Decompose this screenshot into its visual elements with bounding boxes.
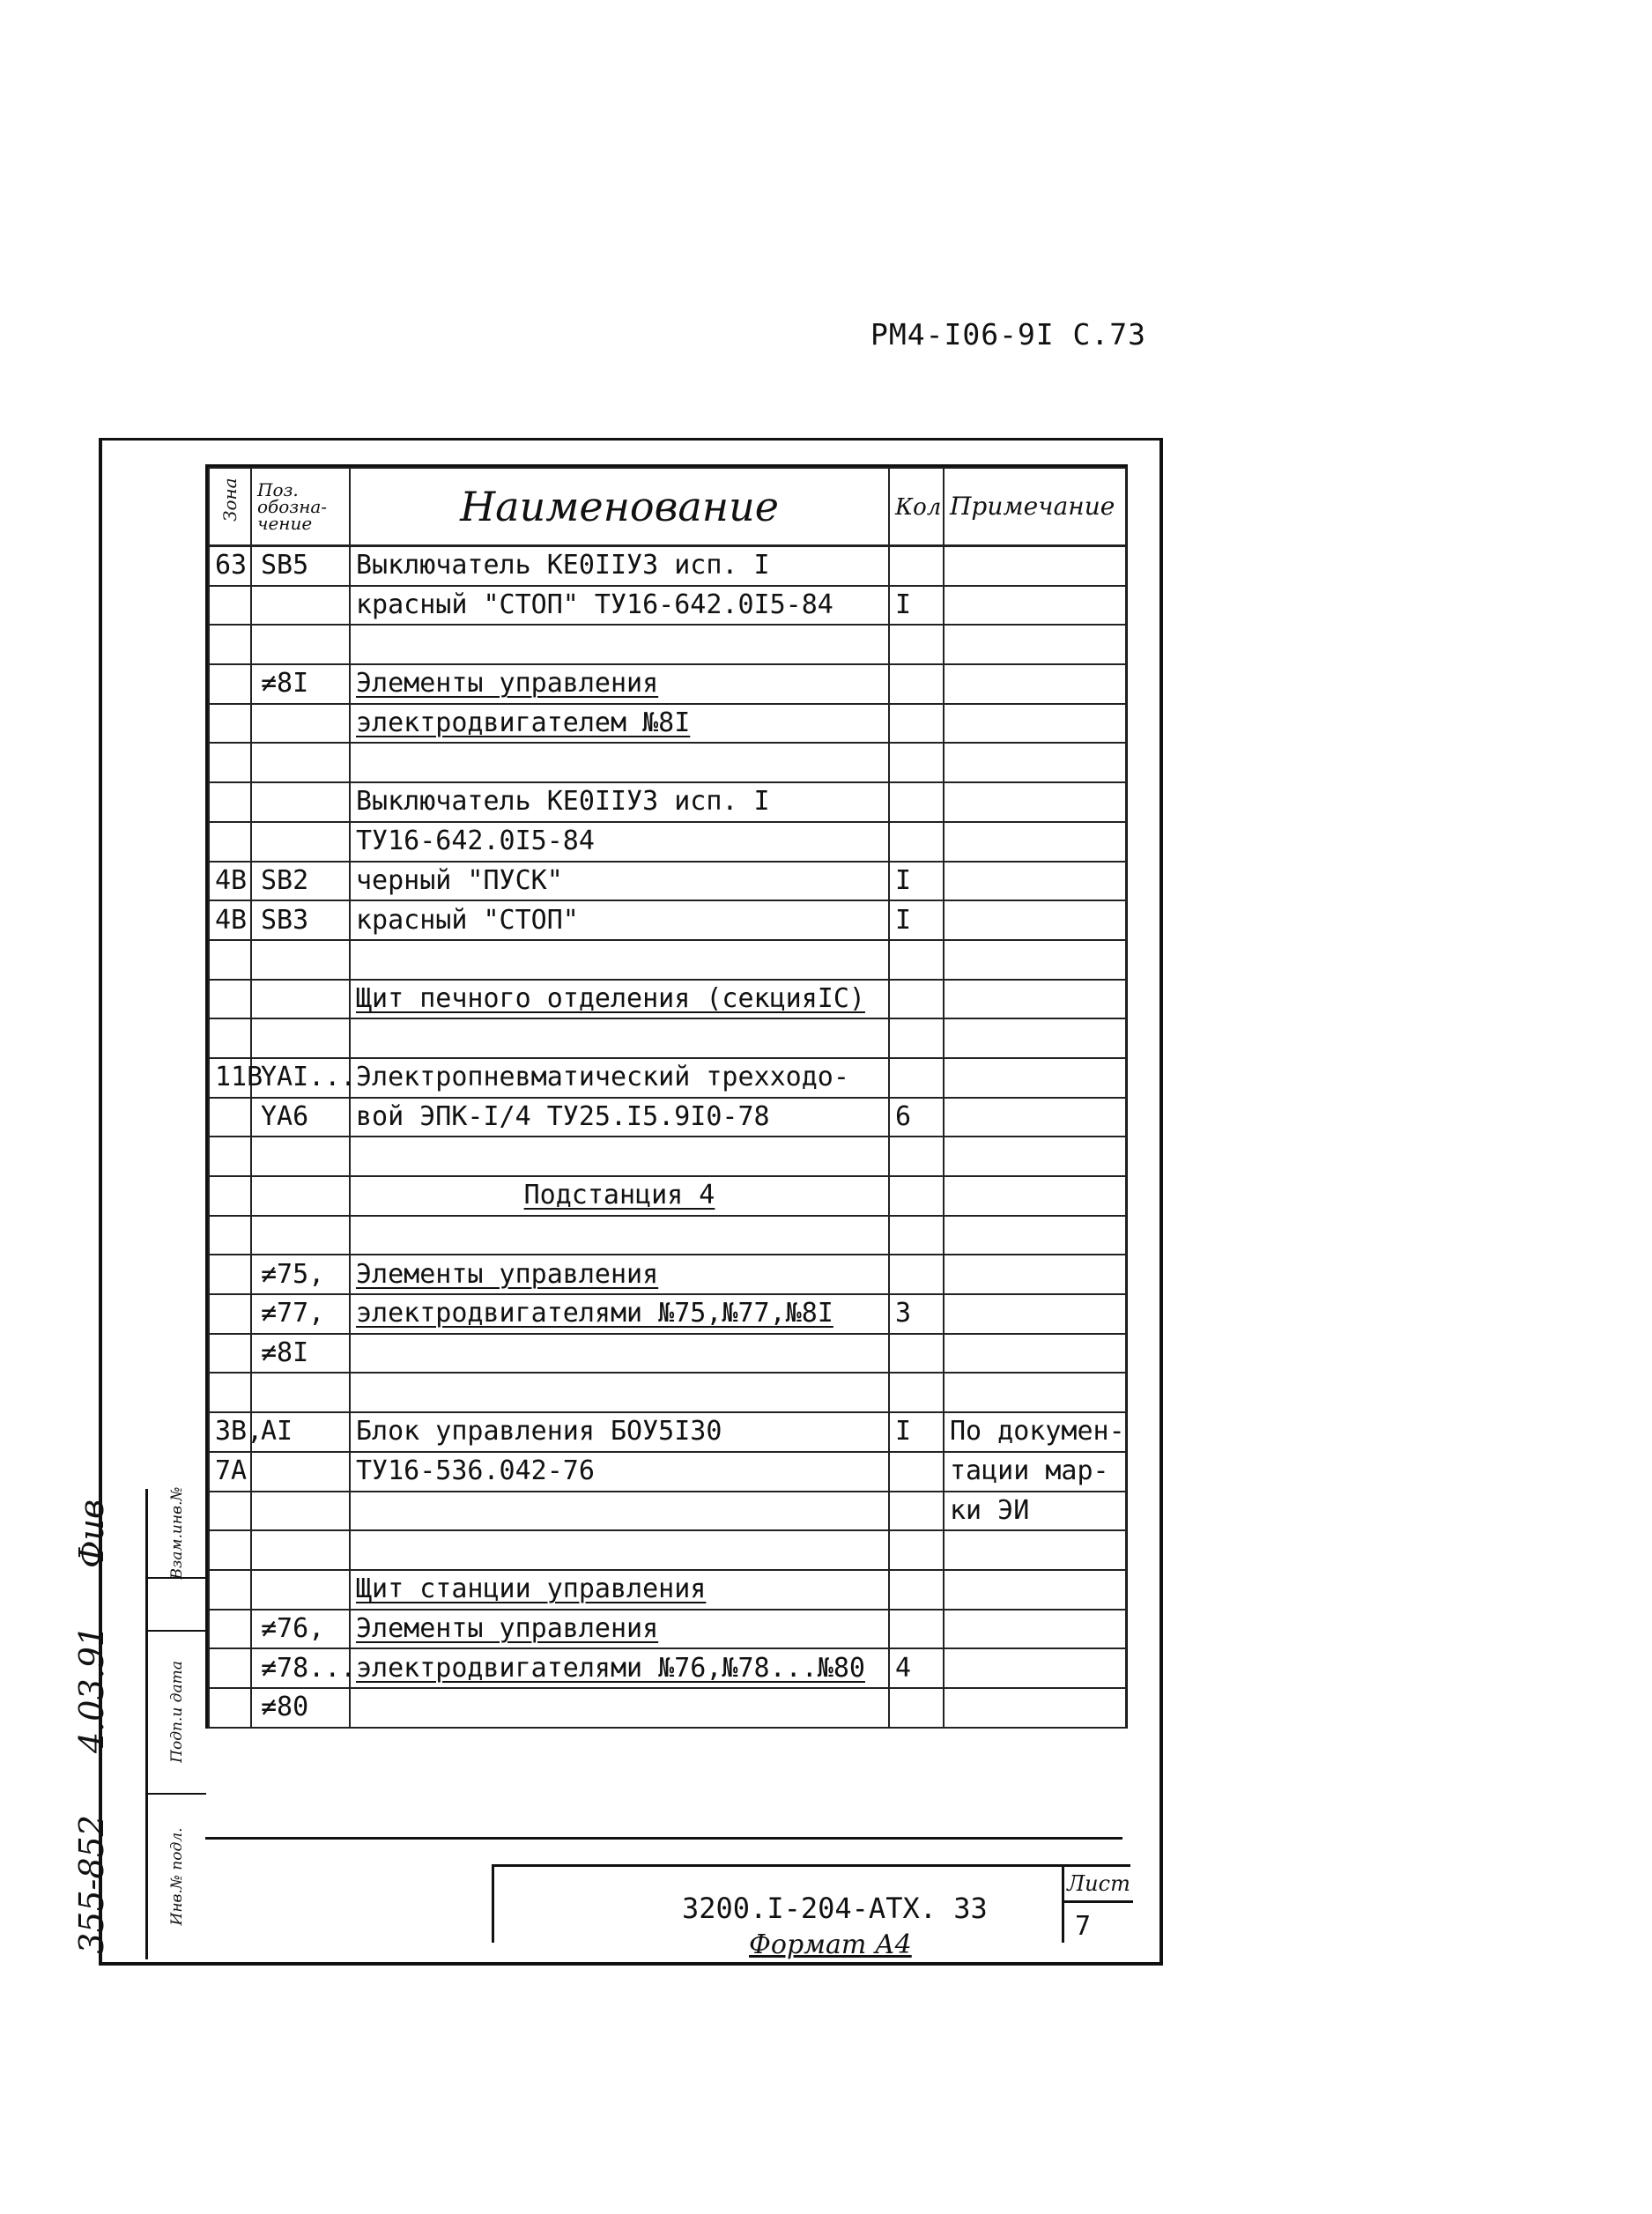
cell-position <box>251 625 350 664</box>
cell-quantity <box>889 1137 944 1176</box>
cell-quantity <box>889 743 944 782</box>
cell-name: вой ЭПК-I/4 ТУ25.I5.9I0-78 <box>350 1098 889 1137</box>
cell-note <box>944 1570 1126 1610</box>
table-row <box>209 1610 1126 1649</box>
cell-name <box>350 1492 889 1531</box>
table-row <box>209 862 1126 901</box>
cell-position <box>251 1373 350 1412</box>
cell-position <box>251 586 350 626</box>
cell-quantity <box>889 1610 944 1649</box>
cell-position <box>251 1018 350 1058</box>
cell-quantity <box>889 822 944 862</box>
cell-name: Щит станции управления <box>350 1570 889 1610</box>
table-row <box>209 1492 1126 1531</box>
cell-quantity <box>889 625 944 664</box>
cell-name: Элементы управления <box>350 1610 889 1649</box>
table-row <box>209 1294 1126 1334</box>
cell-name: электродвигателем №8I <box>350 704 889 744</box>
cell-zone <box>209 1334 251 1374</box>
cell-zone <box>209 1255 251 1294</box>
side-cell-sign-date: Подп.и дата <box>148 1630 206 1795</box>
cell-quantity: 4 <box>889 1648 944 1688</box>
cell-position <box>251 1137 350 1176</box>
header-note: Примечание <box>944 468 1126 546</box>
cell-quantity <box>889 1058 944 1098</box>
cell-quantity <box>889 1255 944 1294</box>
cell-note <box>944 1216 1126 1255</box>
cell-note <box>944 900 1126 940</box>
table-row <box>209 1412 1126 1452</box>
cell-name <box>350 625 889 664</box>
cell-name <box>350 1216 889 1255</box>
table-row <box>209 704 1126 744</box>
cell-note <box>944 1098 1126 1137</box>
cell-note <box>944 782 1126 822</box>
cell-note <box>944 1373 1126 1412</box>
cell-quantity <box>889 1176 944 1216</box>
cell-note <box>944 1530 1126 1570</box>
cell-position: ≠77, <box>251 1294 350 1334</box>
cell-position <box>251 782 350 822</box>
cell-name: Щит печного отделения (секцияIС) <box>350 980 889 1019</box>
document-code: 3200.I-204-АТХ. 33 <box>682 1892 988 1925</box>
cell-note <box>944 822 1126 862</box>
cell-quantity: I <box>889 900 944 940</box>
cell-position <box>251 1216 350 1255</box>
cell-position <box>251 743 350 782</box>
cell-position <box>251 1530 350 1570</box>
cell-position: ≠80 <box>251 1688 350 1728</box>
handwritten-date: 4.03.91 <box>72 1625 111 1753</box>
side-cell-empty-1 <box>148 1577 206 1632</box>
cell-name: Элементы управления <box>350 664 889 704</box>
cell-name <box>350 743 889 782</box>
cell-quantity: 6 <box>889 1098 944 1137</box>
cell-note <box>944 1176 1126 1216</box>
cell-position <box>251 1176 350 1216</box>
cell-position <box>251 1570 350 1610</box>
cell-zone <box>209 1492 251 1531</box>
cell-position: ≠76, <box>251 1610 350 1649</box>
cell-zone <box>209 1688 251 1728</box>
cell-zone <box>209 664 251 704</box>
cell-quantity: I <box>889 586 944 626</box>
cell-position: YAI... <box>251 1058 350 1098</box>
handwritten-signature: Фив <box>72 1499 111 1568</box>
table-row <box>209 1688 1126 1728</box>
cell-note <box>944 704 1126 744</box>
table-row <box>209 1334 1126 1374</box>
header-zone: Зона <box>209 468 251 546</box>
cell-position: YA6 <box>251 1098 350 1137</box>
cell-position <box>251 940 350 980</box>
cell-zone <box>209 822 251 862</box>
header-position: Поз. обозна-чение <box>251 468 350 546</box>
cell-note <box>944 940 1126 980</box>
cell-position: AI <box>251 1412 350 1452</box>
side-cell-replace-inv: Взам.инв.№ <box>148 1489 206 1579</box>
cell-zone: 4В <box>209 862 251 901</box>
table-row <box>209 743 1126 782</box>
cell-name <box>350 1137 889 1176</box>
table-row <box>209 822 1126 862</box>
handwritten-inv-number: 355-852 <box>72 1815 111 1954</box>
header-name: Наименование <box>350 468 889 546</box>
header-quantity: Кол <box>889 468 944 546</box>
cell-position: SB5 <box>251 546 350 586</box>
cell-note <box>944 862 1126 901</box>
cell-zone <box>209 625 251 664</box>
cell-note: По докумен- <box>944 1412 1126 1452</box>
table-row <box>209 980 1126 1019</box>
cell-zone <box>209 940 251 980</box>
sheet-box <box>1062 1867 1133 1943</box>
cell-name <box>350 940 889 980</box>
table-row <box>209 625 1126 664</box>
cell-note <box>944 743 1126 782</box>
cell-note <box>944 1255 1126 1294</box>
cell-name: Элементы управления <box>350 1255 889 1294</box>
cell-note <box>944 1058 1126 1098</box>
cell-position <box>251 822 350 862</box>
cell-name: Подстанция 4 <box>350 1176 889 1216</box>
cell-quantity <box>889 1492 944 1531</box>
cell-quantity: I <box>889 862 944 901</box>
table-row <box>209 1176 1126 1216</box>
cell-position: ≠8I <box>251 664 350 704</box>
table-row <box>209 1452 1126 1492</box>
table-row <box>209 664 1126 704</box>
cell-zone: 11В <box>209 1058 251 1098</box>
table-row <box>209 1373 1126 1412</box>
cell-name: ТУ16-642.0I5-84 <box>350 822 889 862</box>
cell-name <box>350 1530 889 1570</box>
cell-quantity <box>889 1452 944 1492</box>
cell-zone <box>209 1216 251 1255</box>
table-row <box>209 1018 1126 1058</box>
cell-zone: 7А <box>209 1452 251 1492</box>
cell-zone <box>209 1098 251 1137</box>
cell-quantity <box>889 1530 944 1570</box>
cell-note <box>944 1610 1126 1649</box>
sheet-label: Лист <box>1064 1867 1133 1903</box>
cell-note <box>944 1648 1126 1688</box>
spec-sheet <box>205 464 1128 1729</box>
cell-name <box>350 1688 889 1728</box>
cell-name <box>350 1018 889 1058</box>
cell-quantity <box>889 1334 944 1374</box>
cell-zone <box>209 1294 251 1334</box>
cell-quantity: I <box>889 1412 944 1452</box>
side-stamp <box>145 1486 208 1959</box>
cell-position <box>251 1452 350 1492</box>
cell-quantity <box>889 1570 944 1610</box>
format-label: Формат А4 <box>749 1929 912 1960</box>
side-cell-inv-orig: Инв.№ подл. <box>168 1827 186 1925</box>
sheet-number: 7 <box>1075 1911 1092 1942</box>
cell-quantity <box>889 1216 944 1255</box>
cell-zone <box>209 704 251 744</box>
cell-note <box>944 1688 1126 1728</box>
cell-name: электродвигателями №76,№78...№80 <box>350 1648 889 1688</box>
specification-table <box>208 467 1127 1729</box>
cell-name <box>350 1373 889 1412</box>
cell-zone <box>209 743 251 782</box>
cell-name: черный "ПУСК" <box>350 862 889 901</box>
cell-note: тации мар- <box>944 1452 1126 1492</box>
table-row <box>209 586 1126 626</box>
cell-zone <box>209 1176 251 1216</box>
table-row <box>209 940 1126 980</box>
cell-zone: 63 <box>209 546 251 586</box>
table-row <box>209 1098 1126 1137</box>
cell-name: ТУ16-536.042-76 <box>350 1452 889 1492</box>
cell-position <box>251 1492 350 1531</box>
cell-quantity <box>889 1373 944 1412</box>
cell-zone <box>209 1610 251 1649</box>
cell-name: красный "СТОП" <box>350 900 889 940</box>
cell-zone <box>209 1373 251 1412</box>
cell-position: ≠78... <box>251 1648 350 1688</box>
cell-name: красный "СТОП" ТУ16-642.0I5-84 <box>350 586 889 626</box>
table-row <box>209 1570 1126 1610</box>
cell-note <box>944 1018 1126 1058</box>
table-row <box>209 1216 1126 1255</box>
cell-zone: 4В <box>209 900 251 940</box>
cell-note <box>944 625 1126 664</box>
table-row <box>209 1648 1126 1688</box>
cell-position: ≠75, <box>251 1255 350 1294</box>
cell-position: SB3 <box>251 900 350 940</box>
cell-zone <box>209 1570 251 1610</box>
cell-quantity <box>889 546 944 586</box>
cell-zone <box>209 1648 251 1688</box>
page-header: РМ4-I06-9I С.73 <box>870 317 1147 352</box>
cell-zone <box>209 1530 251 1570</box>
table-row <box>209 1137 1126 1176</box>
table-row <box>209 1255 1126 1294</box>
cell-position: SB2 <box>251 862 350 901</box>
cell-quantity: 3 <box>889 1294 944 1334</box>
cell-note <box>944 1334 1126 1374</box>
cell-zone <box>209 1137 251 1176</box>
cell-quantity <box>889 664 944 704</box>
cell-zone: 3В, <box>209 1412 251 1452</box>
cell-quantity <box>889 940 944 980</box>
cell-quantity <box>889 980 944 1019</box>
cell-note <box>944 980 1126 1019</box>
table-row <box>209 546 1126 586</box>
cell-note <box>944 1294 1126 1334</box>
table-row <box>209 782 1126 822</box>
cell-name: Выключатель КЕ0IIУ3 исп. I <box>350 546 889 586</box>
cell-quantity <box>889 782 944 822</box>
cell-name: Блок управления БОУ5I30 <box>350 1412 889 1452</box>
title-block <box>205 1837 1130 1942</box>
cell-note <box>944 546 1126 586</box>
cell-zone <box>209 1018 251 1058</box>
cell-note <box>944 1137 1126 1176</box>
cell-zone <box>209 586 251 626</box>
cell-position <box>251 980 350 1019</box>
cell-name: Электропневматический трехходо- <box>350 1058 889 1098</box>
table-row <box>209 1058 1126 1098</box>
cell-note: ки ЭИ <box>944 1492 1126 1531</box>
cell-quantity <box>889 1018 944 1058</box>
cell-zone <box>209 980 251 1019</box>
cell-quantity <box>889 704 944 744</box>
cell-zone <box>209 782 251 822</box>
cell-position <box>251 704 350 744</box>
cell-note <box>944 586 1126 626</box>
cell-name: электродвигателями №75,№77,№8I <box>350 1294 889 1334</box>
cell-position: ≠8I <box>251 1334 350 1374</box>
table-row <box>209 1530 1126 1570</box>
cell-quantity <box>889 1688 944 1728</box>
table-header-row <box>209 468 1126 546</box>
cell-name: Выключатель КЕ0IIУ3 исп. I <box>350 782 889 822</box>
table-row <box>209 900 1126 940</box>
cell-note <box>944 664 1126 704</box>
cell-name <box>350 1334 889 1374</box>
